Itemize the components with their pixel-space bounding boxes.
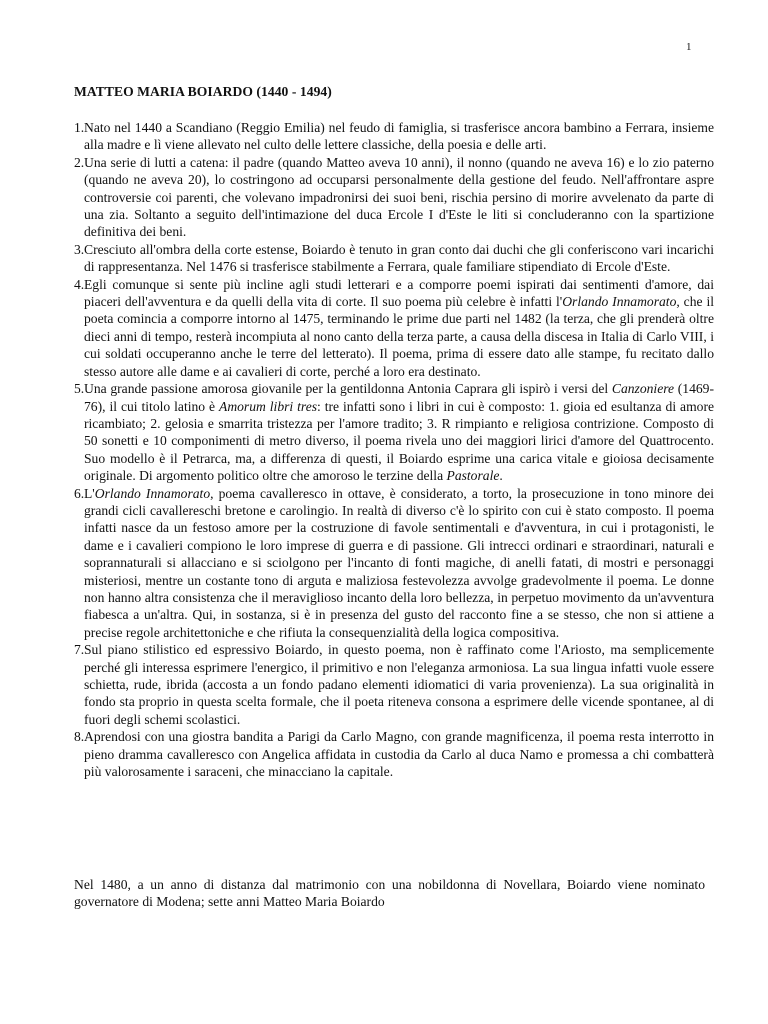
italic-title: Amorum libri tres	[219, 398, 318, 414]
text-run: , poema cavalleresco in ottave, è considerato, a torto, la prosecuzione in tono minore dei grandi cicli cavallereschi bretone e carolingio. In realtà di diverso c'è lo spirito con cui è stato composto. Il poema infatti nasce da un festoso amore per la costruzione di favole sentimentali e d'avventura, in cui i protagonisti, le dame e i cavalieri compiono le loro imprese di guerra e di passione. Gli intrecci ordinari e straordinari, naturali e soprannaturali si allacciano e si sciolgono per l'incanto di fonti magiche, di anelli fatati, di mostri e personaggi misteriosi, mentre un costante tono di arguta e maliziosa festevolezza avvolge gradevolmente il poema. Le donne non hanno altra consistenza che il meraviglioso incanto della loro bellezza, in perpetuo movimento da un'avventura fiabesca a un'altra. Qui, in sostanza, si è in presenza del gusto del racconto fine a se stesso, che non si attiene a precise regole architettoniche e che rifiuta la consequenzialità della logica compositiva.	[84, 485, 714, 640]
text-run: .	[499, 468, 503, 484]
list-item-number: 8.	[74, 729, 85, 745]
list-item-text	[74, 380, 714, 484]
text-run: : tre infatti sono i libri in cui è composto: 1. gioia ed esultanza di amore ricambiato; 2. gelosia e smarrita tristezza per l'amore tradito; 3. R rimpianto e religiosa contrizione. Composto di 50 sonetti e 10 componimenti di metro diverso, il poema rivela uno dei maggiori lirici d'amore del Quattrocento. Suo modello è il Petrarca, ma, a differenza di questi, il Boiardo esprime una carica vitale e gioiosa decisamente originale. Di argomento politico oltre che amoroso le terzine della	[84, 398, 714, 484]
text-run: Una grande passione amorosa giovanile per la gentildonna Antonia Caprara gli ispirò i versi del	[84, 381, 612, 397]
italic-title: Orlando Innamorato	[562, 294, 677, 310]
document-title: MATTEO MARIA BOIARDO (1440 - 1494)	[74, 84, 332, 99]
list-item	[74, 380, 714, 484]
text-run: Sul piano stilistico ed espressivo Boiardo, in questo poema, non è raffinato come l'Ariosto, ma semplicemente perché gli interessa esprimere l'energico, il primitivo e non l'eleganza armoniosa. La sua lingua infatti vuole essere schietta, rude, ibrida (accosta a un fondo padano elementi idiomatici di varia provenienza). La sua originalità in fondo sta proprio in questa scelta formale, che il poeta riteneva consona a esprimere delle vicende spontanee, al di fuori degli schemi scolastici.	[84, 642, 714, 727]
list-item-text	[74, 641, 714, 728]
italic-title: Pastorale	[446, 468, 500, 484]
list-item-text	[74, 241, 714, 276]
list-item	[74, 728, 714, 780]
biography-list	[64, 119, 714, 780]
list-item-text	[74, 276, 714, 380]
text-run: , che il poeta comincia a comporre intorno al 1475, terminando le prime due parti nel 1482 (la terza, che gli prenderà oltre dieci anni di tempo, resterà incompiuta al nono canto della terza parte, a causa della discesa in Italia di Carlo VIII, i cui soldati occuperanno anche le terre del letterato). Il poema, prima di essere dato alle stampe, fu recitato dallo stesso autore alle dame e ai cavalieri di corte, perché a loro era destinato.	[84, 294, 714, 379]
text-run: Nato nel 1440 a Scandiano (Reggio Emilia) nel feudo di famiglia, si trasferisce ancora bambino a Ferrara, insieme alla madre e lì viene allevato nel culto delle lettere classiche, della poesia e delle arti.	[84, 120, 714, 153]
list-item-number: 6.	[74, 485, 85, 501]
closing-paragraph: Nel 1480, a un anno di distanza dal matrimonio con una nobildonna di Novellara, Boiardo viene nominato governatore di Modena; sette anni Matteo Maria Boiardo	[74, 877, 705, 910]
list-item-text	[74, 154, 714, 241]
list-item	[74, 276, 714, 380]
list-item-number: 1.	[74, 120, 85, 135]
text-run: Aprendosi con una giostra bandita a Parigi da Carlo Magno, con grande magnificenza, il poema resta interrotto in pieno dramma cavalleresco con Angelica affidata in custodia da Carlo al duca Namo e promessa a chi combatterà più valorosamente i saraceni, che minacciano la capitale.	[84, 729, 714, 780]
text-run: Cresciuto all'ombra della corte estense, Boiardo è tenuto in gran conto dai duchi che gli conferiscono vari incarichi di rappresentanza. Nel 1476 si trasferisce stabilmente a Ferrara, quale familiare stipendiato di Ercole d'Este.	[84, 241, 714, 275]
list-item	[74, 154, 714, 241]
list-item-number: 5.	[74, 381, 85, 397]
list-item-text	[74, 728, 714, 780]
text-run: L'	[84, 485, 95, 501]
list-item-text	[74, 485, 714, 642]
list-item-number: 3.	[74, 241, 85, 257]
text-run: Una serie di lutti a catena: il padre (quando Matteo aveva 10 anni), il nonno (quando ne aveva 16) e lo zio paterno (quando ne aveva 20), lo costringono ad occuparsi personalmente della gestione del feudo. Nell'affrontare aspre controversie coi parenti, che volevano impadronirsi dei suoi beni, rischia persino di morire avvelenato da parte di una zia. Soltanto a seguito dell'intimazione del duca Ercole I d'Este le liti si concluderanno con la spartizione definitiva dei beni.	[84, 154, 714, 240]
page-number: 1	[686, 41, 692, 53]
list-item-number: 7.	[74, 642, 85, 658]
text-run: (1469-76), il cui titolo latino è	[84, 381, 715, 414]
list-item	[74, 485, 714, 642]
list-item	[74, 241, 714, 276]
italic-title: Canzoniere	[611, 381, 675, 397]
list-item-text	[74, 119, 714, 154]
text-run: Egli comunque si sente più incline agli studi letterari e a comporre poemi ispirati dai sentimenti d'amore, dai piaceri dell'avventura e da quelli della vita di corte. Il suo poema più celebre è infatti l'	[84, 276, 714, 310]
list-item	[74, 641, 714, 728]
list-item-number: 2.	[74, 154, 85, 170]
italic-title: Orlando Innamorato	[94, 485, 211, 501]
list-item-number: 4.	[74, 276, 85, 292]
list-item	[74, 119, 714, 154]
